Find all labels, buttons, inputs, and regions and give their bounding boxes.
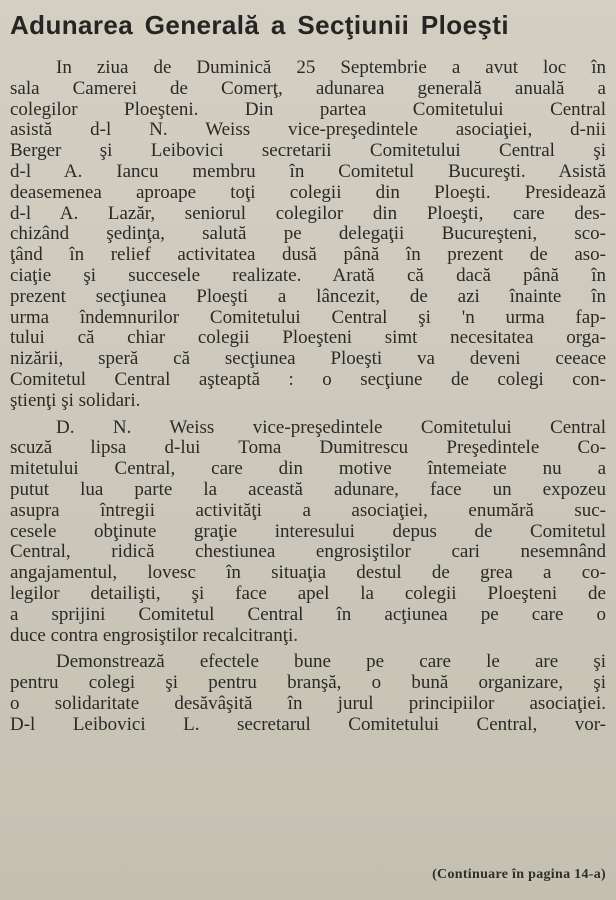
text-line: d-l A. Lazăr, seniorul colegilor din Ploeşti, care des- (10, 203, 606, 224)
text-line: nizării, speră că secţiunea Ploeşti va deveni ceeace (10, 349, 606, 370)
text-line: Central, ridică chestiunea engrosiştilor cari nesemnând (10, 542, 606, 563)
text-line: deasemenea aproape toţi colegii din Ploeşti. Presidează (10, 182, 606, 203)
text-line: duce contra engrosiştilor recalcitranţi. (10, 625, 299, 646)
text-line: Demonstrează efectele bune pe care le are şi (56, 652, 606, 673)
text-line: cesele obţinute graţie interesului depus de Comitetul (10, 521, 606, 542)
text-line: d-l A. Iancu membru în Comitetul Bucureşti. Asistă (10, 161, 606, 182)
text-line: asupra întregii activităţi a asociaţiei, enumără suc- (10, 500, 606, 521)
text-line: ciaţie şi succesele realizate. Arată că dacă până în (10, 265, 606, 286)
continuation-note: (Continuare în pagina 14-a) (432, 867, 606, 882)
paragraph-1 (10, 58, 606, 412)
text-line: urma îndemnurilor Comitetului Central şi 'n urma fap- (10, 307, 606, 328)
text-line: D-l Leibovici L. secretarul Comitetului Central, vor- (10, 714, 606, 735)
text-line: ţând în relief activitatea dusă până în prezent de aso- (10, 245, 606, 266)
text-line: Berger şi Leibovici secretarii Comitetului Central şi (10, 141, 606, 162)
text-line: Comitetul Central aşteaptă : o secţiune de colegi con- (10, 369, 606, 390)
text-line: a sprijini Comitetul Central în acţiunea pe care o (10, 604, 606, 625)
article-title: Adunarea Generală a Secţiunii Ploeşti (10, 10, 509, 40)
text-line: o solidaritate desăvâşită în jurul principiilor asociaţiei. (10, 693, 606, 714)
text-line: legilor detailişti, şi face apel la colegii Ploeşteni de (10, 583, 606, 604)
paragraph-3 (10, 652, 606, 735)
text-line: colegilor Ploeşteni. Din partea Comitetului Central (10, 99, 606, 120)
text-line: In ziua de Duminică 25 Septembrie a avut loc în (56, 58, 606, 78)
text-line: mitetului Central, care din motive întemeiate nu a (10, 459, 606, 480)
text-line: tului că chiar colegii Ploeşteni simt necesitatea orga- (10, 328, 606, 349)
text-line: pentru colegi şi pentru branşă, o bună organizare, şi (10, 673, 606, 694)
article-body (10, 58, 606, 736)
text-line: angajamentul, lovesc în situaţia destul de grea a co- (10, 563, 606, 584)
text-line: putut lua parte la această adunare, face un expozeu (10, 479, 606, 500)
text-line: D. N. Weiss vice-preşedintele Comitetului Central (56, 417, 606, 438)
text-line: asistă d-l N. Weiss vice-preşedintele asociaţiei, d-nii (10, 120, 606, 141)
text-line: scuză lipsa d-lui Toma Dumitrescu Preşedintele Co- (10, 438, 606, 459)
text-line: prezent secţiunea Ploeşti a lâncezit, de azi înainte în (10, 286, 606, 307)
text-line: chizând şedinţa, salută pe delegaţii Bucureşteni, sco- (10, 224, 606, 245)
text-line: ştienţi şi solidari. (10, 390, 141, 411)
paragraph-2 (10, 418, 606, 647)
text-line: sala Camerei de Comerţ, adunarea generală anuală a (10, 78, 606, 99)
